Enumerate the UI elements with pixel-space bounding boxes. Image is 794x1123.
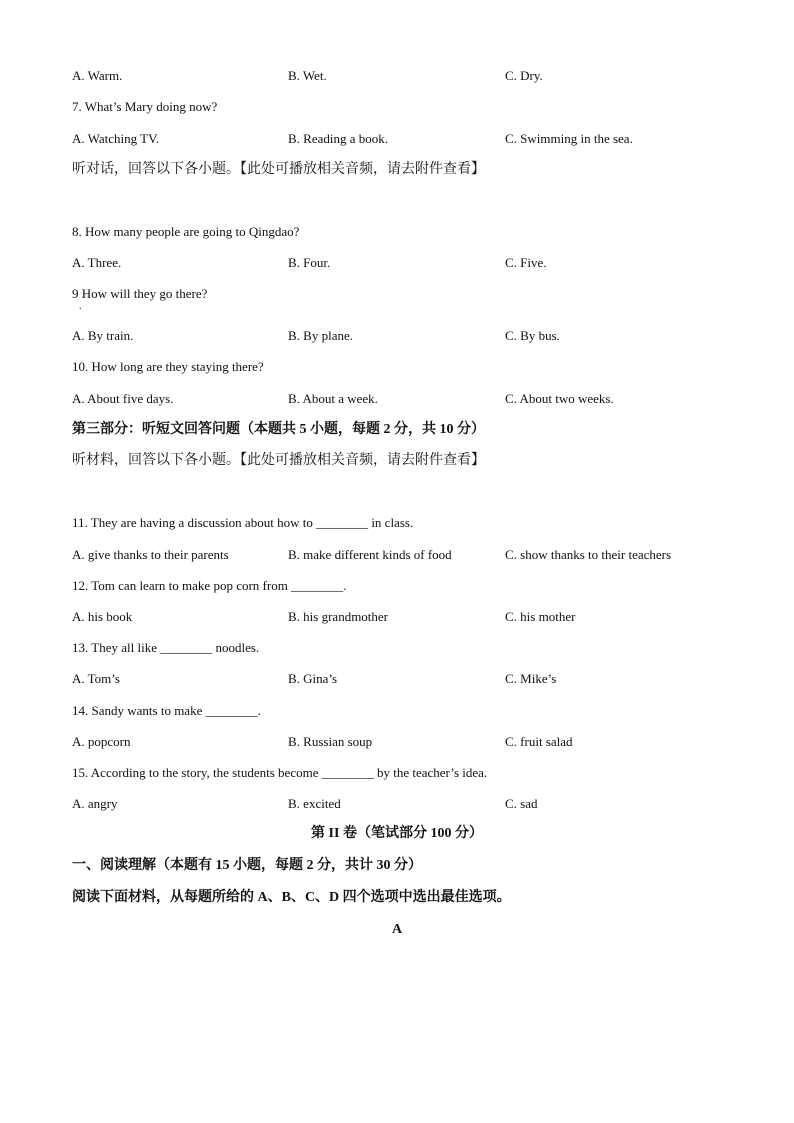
section1-instruction: 阅读下面材料，从每题所给的 A、B、C、D 四个选项中选出最佳选项。: [72, 890, 511, 905]
q15-option-b: B. excited: [288, 796, 341, 811]
q13-option-b: B. Gina’s: [288, 671, 338, 686]
q9-option-c: C. By bus.: [505, 328, 560, 343]
q8-option-a: A. Three.: [72, 255, 122, 270]
q11-option-a: A. give thanks to their parents: [72, 547, 229, 562]
q13-option-a: A. Tom’s: [72, 671, 120, 686]
q13-option-c: C. Mike’s: [505, 671, 557, 686]
q15-question: 15. According to the story, the students become ________ by the teacher’s idea.: [72, 765, 488, 780]
passage-label: A: [391, 922, 403, 937]
q10-option-c: C. About two weeks.: [505, 391, 614, 406]
section1-title: 一、阅读理解（本题有 15 小题，每题 2 分，共计 30 分）: [72, 858, 422, 873]
q8-option-c: C. Five.: [505, 255, 547, 270]
q11-option-b: B. make different kinds of food: [288, 547, 452, 562]
q7-option-a: A. Watching TV.: [72, 131, 160, 146]
part3-title: 第三部分：听短文回答问题（本题共 5 小题，每题 2 分，共 10 分）: [72, 422, 485, 437]
q6-option-c: C. Dry.: [505, 68, 543, 83]
q14-question: 14. Sandy wants to make ________.: [72, 703, 261, 718]
q12-option-a: A. his book: [72, 609, 133, 624]
q15-option-c: C. sad: [505, 796, 538, 811]
q14-option-c: C. fruit salad: [505, 734, 573, 749]
q10-option-a: A. About five days.: [72, 391, 174, 406]
q13-question: 13. They all like ________ noodles.: [72, 640, 260, 655]
q6-option-a: A. Warm.: [72, 68, 123, 83]
q11-option-c: C. show thanks to their teachers: [505, 547, 672, 562]
q7-question: 7. What’s Mary doing now?: [72, 99, 218, 114]
q14-option-b: B. Russian soup: [288, 734, 373, 749]
q8-option-b: B. Four.: [288, 255, 331, 270]
q11-question: 11. They are having a discussion about how to ________ in class.: [72, 515, 414, 530]
q7-option-b: B. Reading a book.: [288, 131, 389, 146]
material-instruction: 听材料，回答以下各小题。【此处可播放相关音频，请去附件查看】: [72, 453, 485, 468]
dialogue-instruction: 听对话，回答以下各小题。【此处可播放相关音频，请去附件查看】: [72, 162, 485, 177]
q12-option-b: B. his grandmother: [288, 609, 389, 624]
q15-option-a: A. angry: [72, 796, 118, 811]
q8-question: 8. How many people are going to Qingdao?: [72, 224, 300, 239]
q9-option-a: A. By train.: [72, 328, 134, 343]
q12-question: 12. Tom can learn to make pop corn from ________.: [72, 578, 347, 593]
q10-question: 10. How long are they staying there?: [72, 359, 264, 374]
q9-option-b: B. By plane.: [288, 328, 353, 343]
q14-option-a: A. popcorn: [72, 734, 131, 749]
volume2-title: 第 II 卷（笔试部分 100 分）: [311, 826, 483, 841]
q9-question: 9 How will they go there?: [72, 286, 208, 301]
q6-option-b: B. Wet.: [288, 68, 327, 83]
q7-option-c: C. Swimming in the sea.: [505, 131, 633, 146]
q12-option-c: C. his mother: [505, 609, 576, 624]
q10-option-b: B. About a week.: [288, 391, 378, 406]
q9-stray-dot: .: [79, 301, 82, 312]
